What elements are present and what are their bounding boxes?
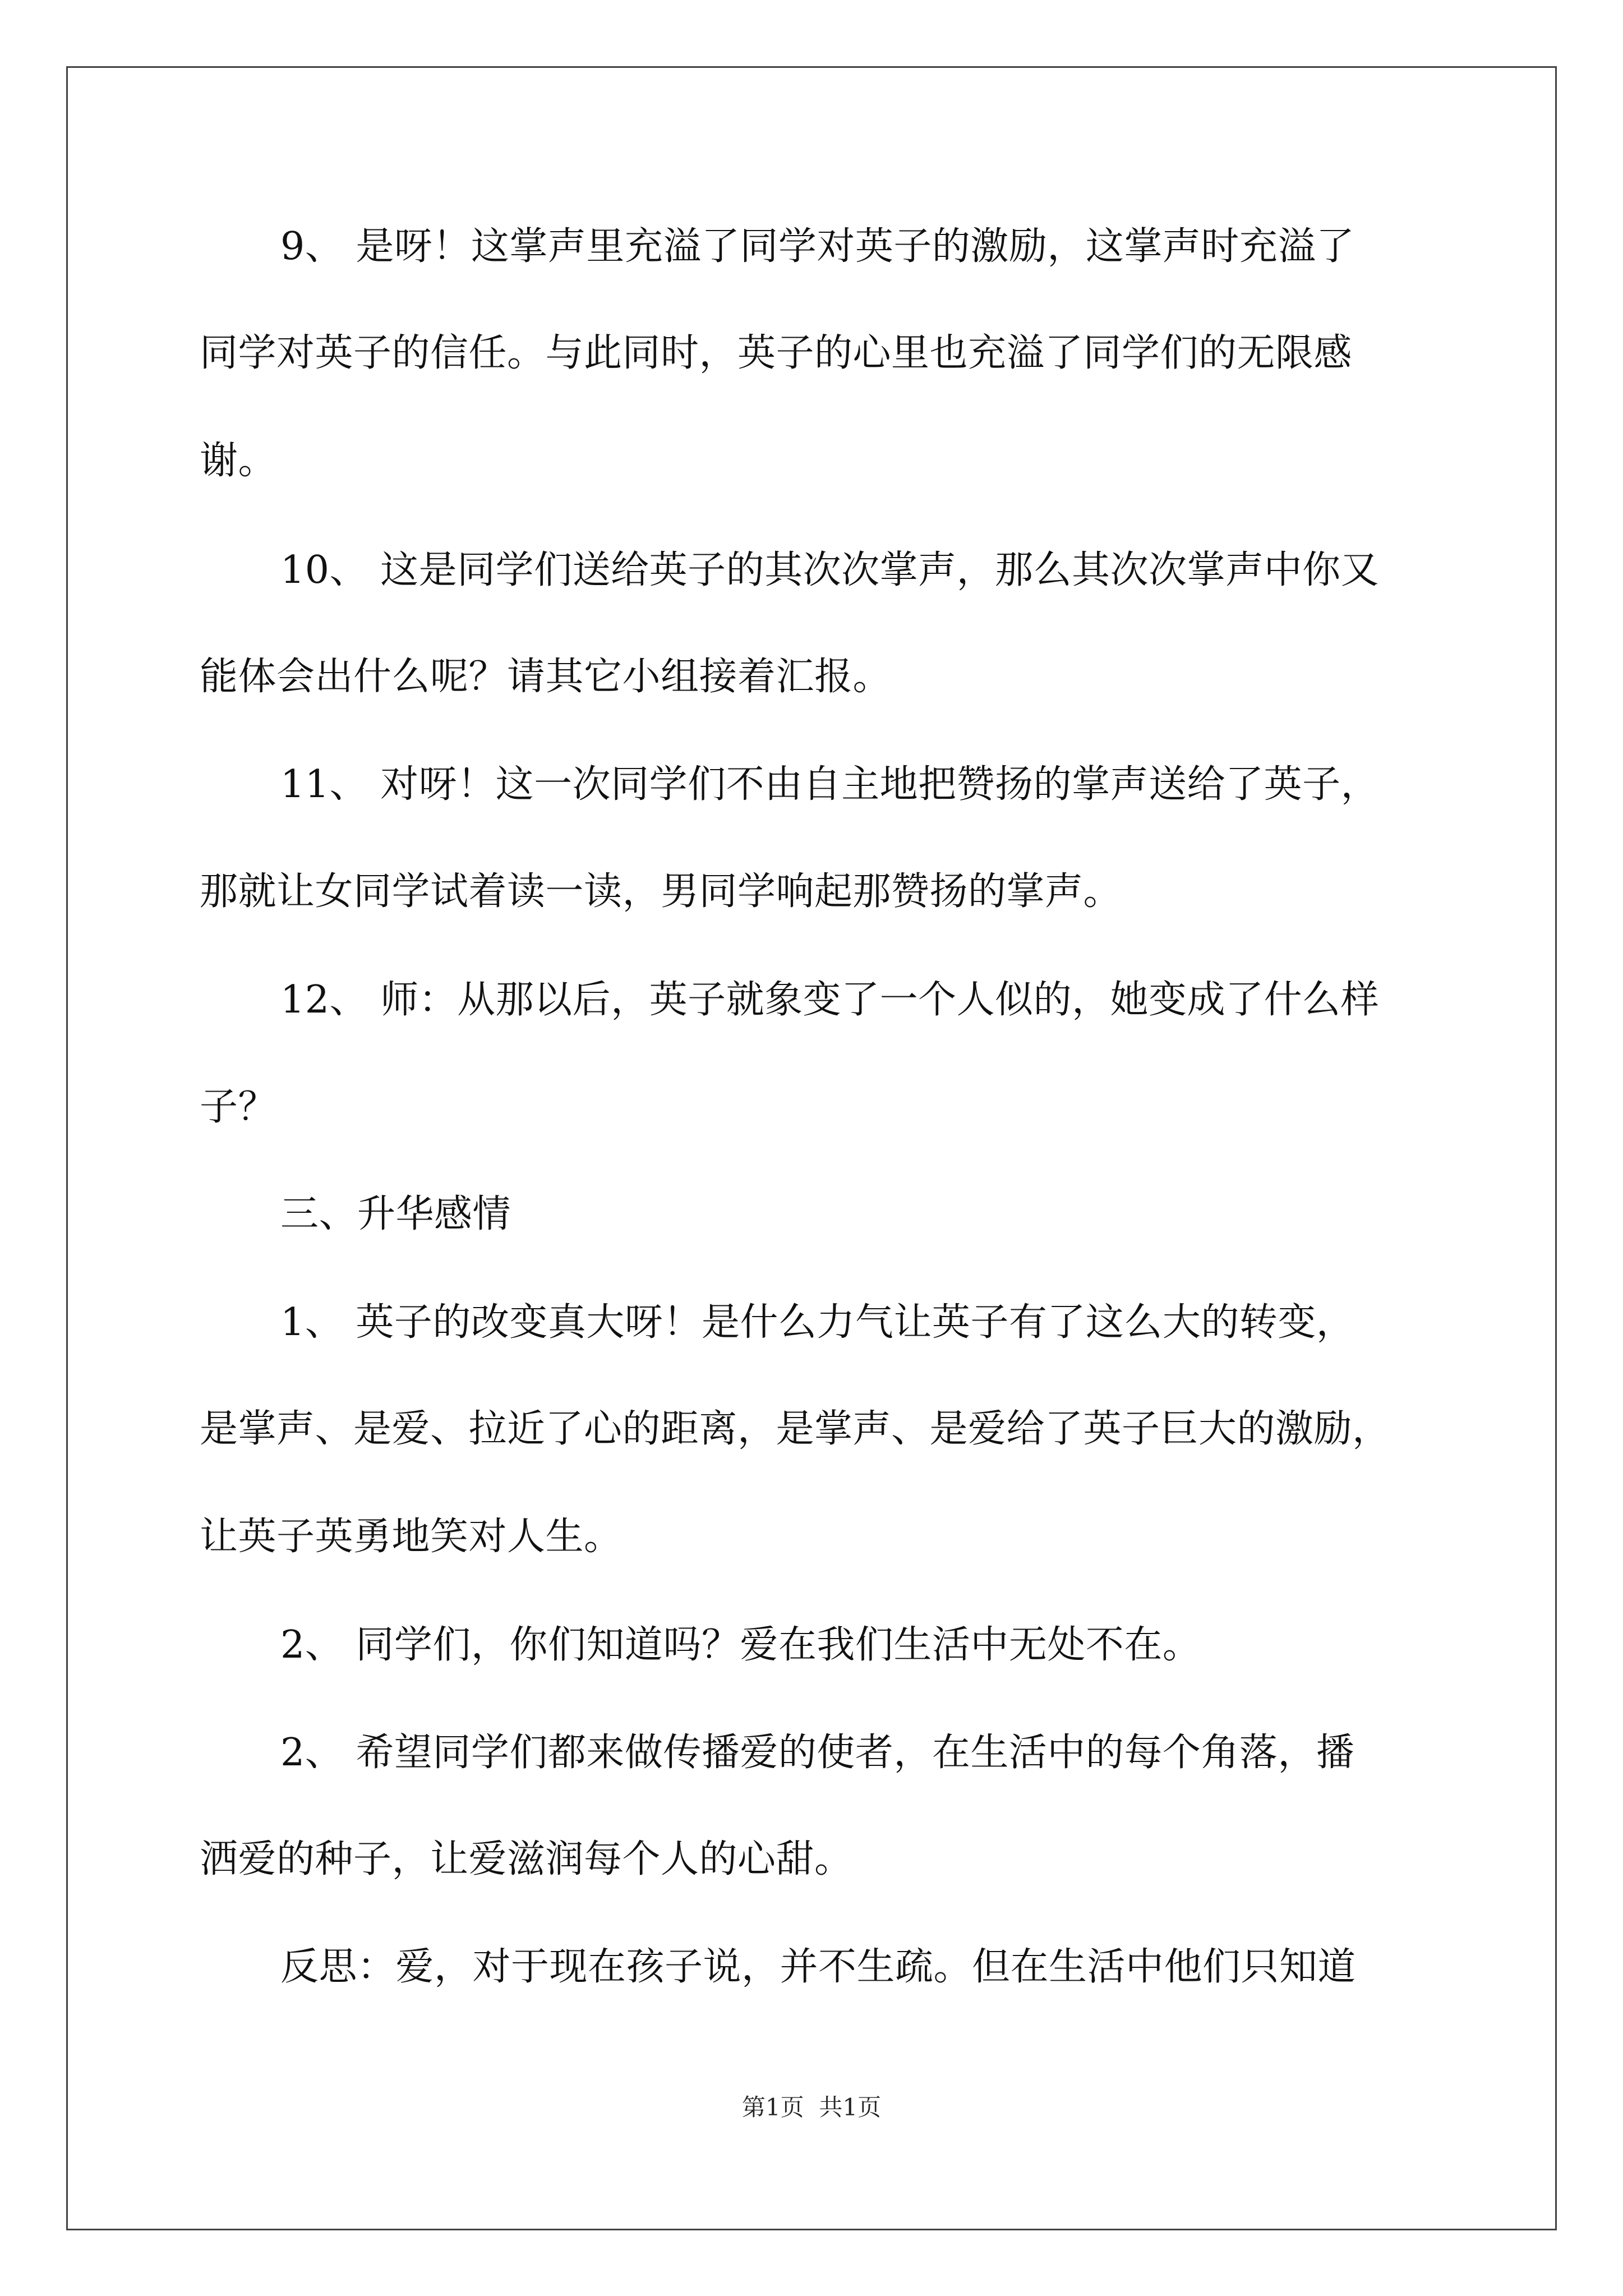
paragraph-line-16: 洒爱的种子，让爱滋润每个人的心甜。 (200, 1837, 853, 1881)
paragraph-line-9: 子？ (200, 1085, 277, 1129)
paragraph-line-12: 是掌声、是爱、拉近了心的距离，是掌声、是爱给了英子巨大的激励， (200, 1407, 1391, 1451)
paragraph-line-17: 反思：爱，对于现在孩子说，并不生疏。但在生活中他们只知道 (280, 1945, 1357, 1989)
paragraph-line-7: 那就让女同学试着读一读，男同学响起那赞扬的掌声。 (200, 869, 1122, 914)
page-footer: 第1页 共1页 (741, 2093, 882, 2121)
section-heading: 三、升华感情 (280, 1192, 511, 1236)
paragraph-line-1: 9、 是呀！这掌声里充溢了同学对英子的激励，这掌声时充溢了 (280, 224, 1355, 269)
paragraph-line-4: 10、 这是同学们送给英子的其次次掌声，那么其次次掌声中你又 (280, 548, 1380, 592)
paragraph-line-15: 2、 希望同学们都来做传播爱的使者，在生活中的每个角落，播 (280, 1731, 1355, 1775)
paragraph-line-6: 11、 对呀！这一次同学们不由自主地把赞扬的掌声送给了英子， (280, 762, 1380, 807)
paragraph-line-5: 能体会出什么呢？请其它小组接着汇报。 (200, 655, 892, 699)
page-border (66, 66, 1557, 2230)
paragraph-line-2: 同学对英子的信任。与此同时，英子的心里也充溢了同学们的无限感 (200, 331, 1353, 375)
paragraph-line-8: 12、 师：从那以后，英子就象变了一个人似的，她变成了什么样 (280, 978, 1380, 1022)
paragraph-line-11: 1、 英子的改变真大呀！是什么力气让英子有了这么大的转变， (280, 1300, 1355, 1345)
paragraph-line-13: 让英子英勇地笑对人生。 (200, 1515, 623, 1559)
paragraph-line-14: 2、 同学们，你们知道吗？爱在我们生活中无处不在。 (280, 1623, 1201, 1667)
paragraph-line-3: 谢。 (200, 439, 277, 483)
